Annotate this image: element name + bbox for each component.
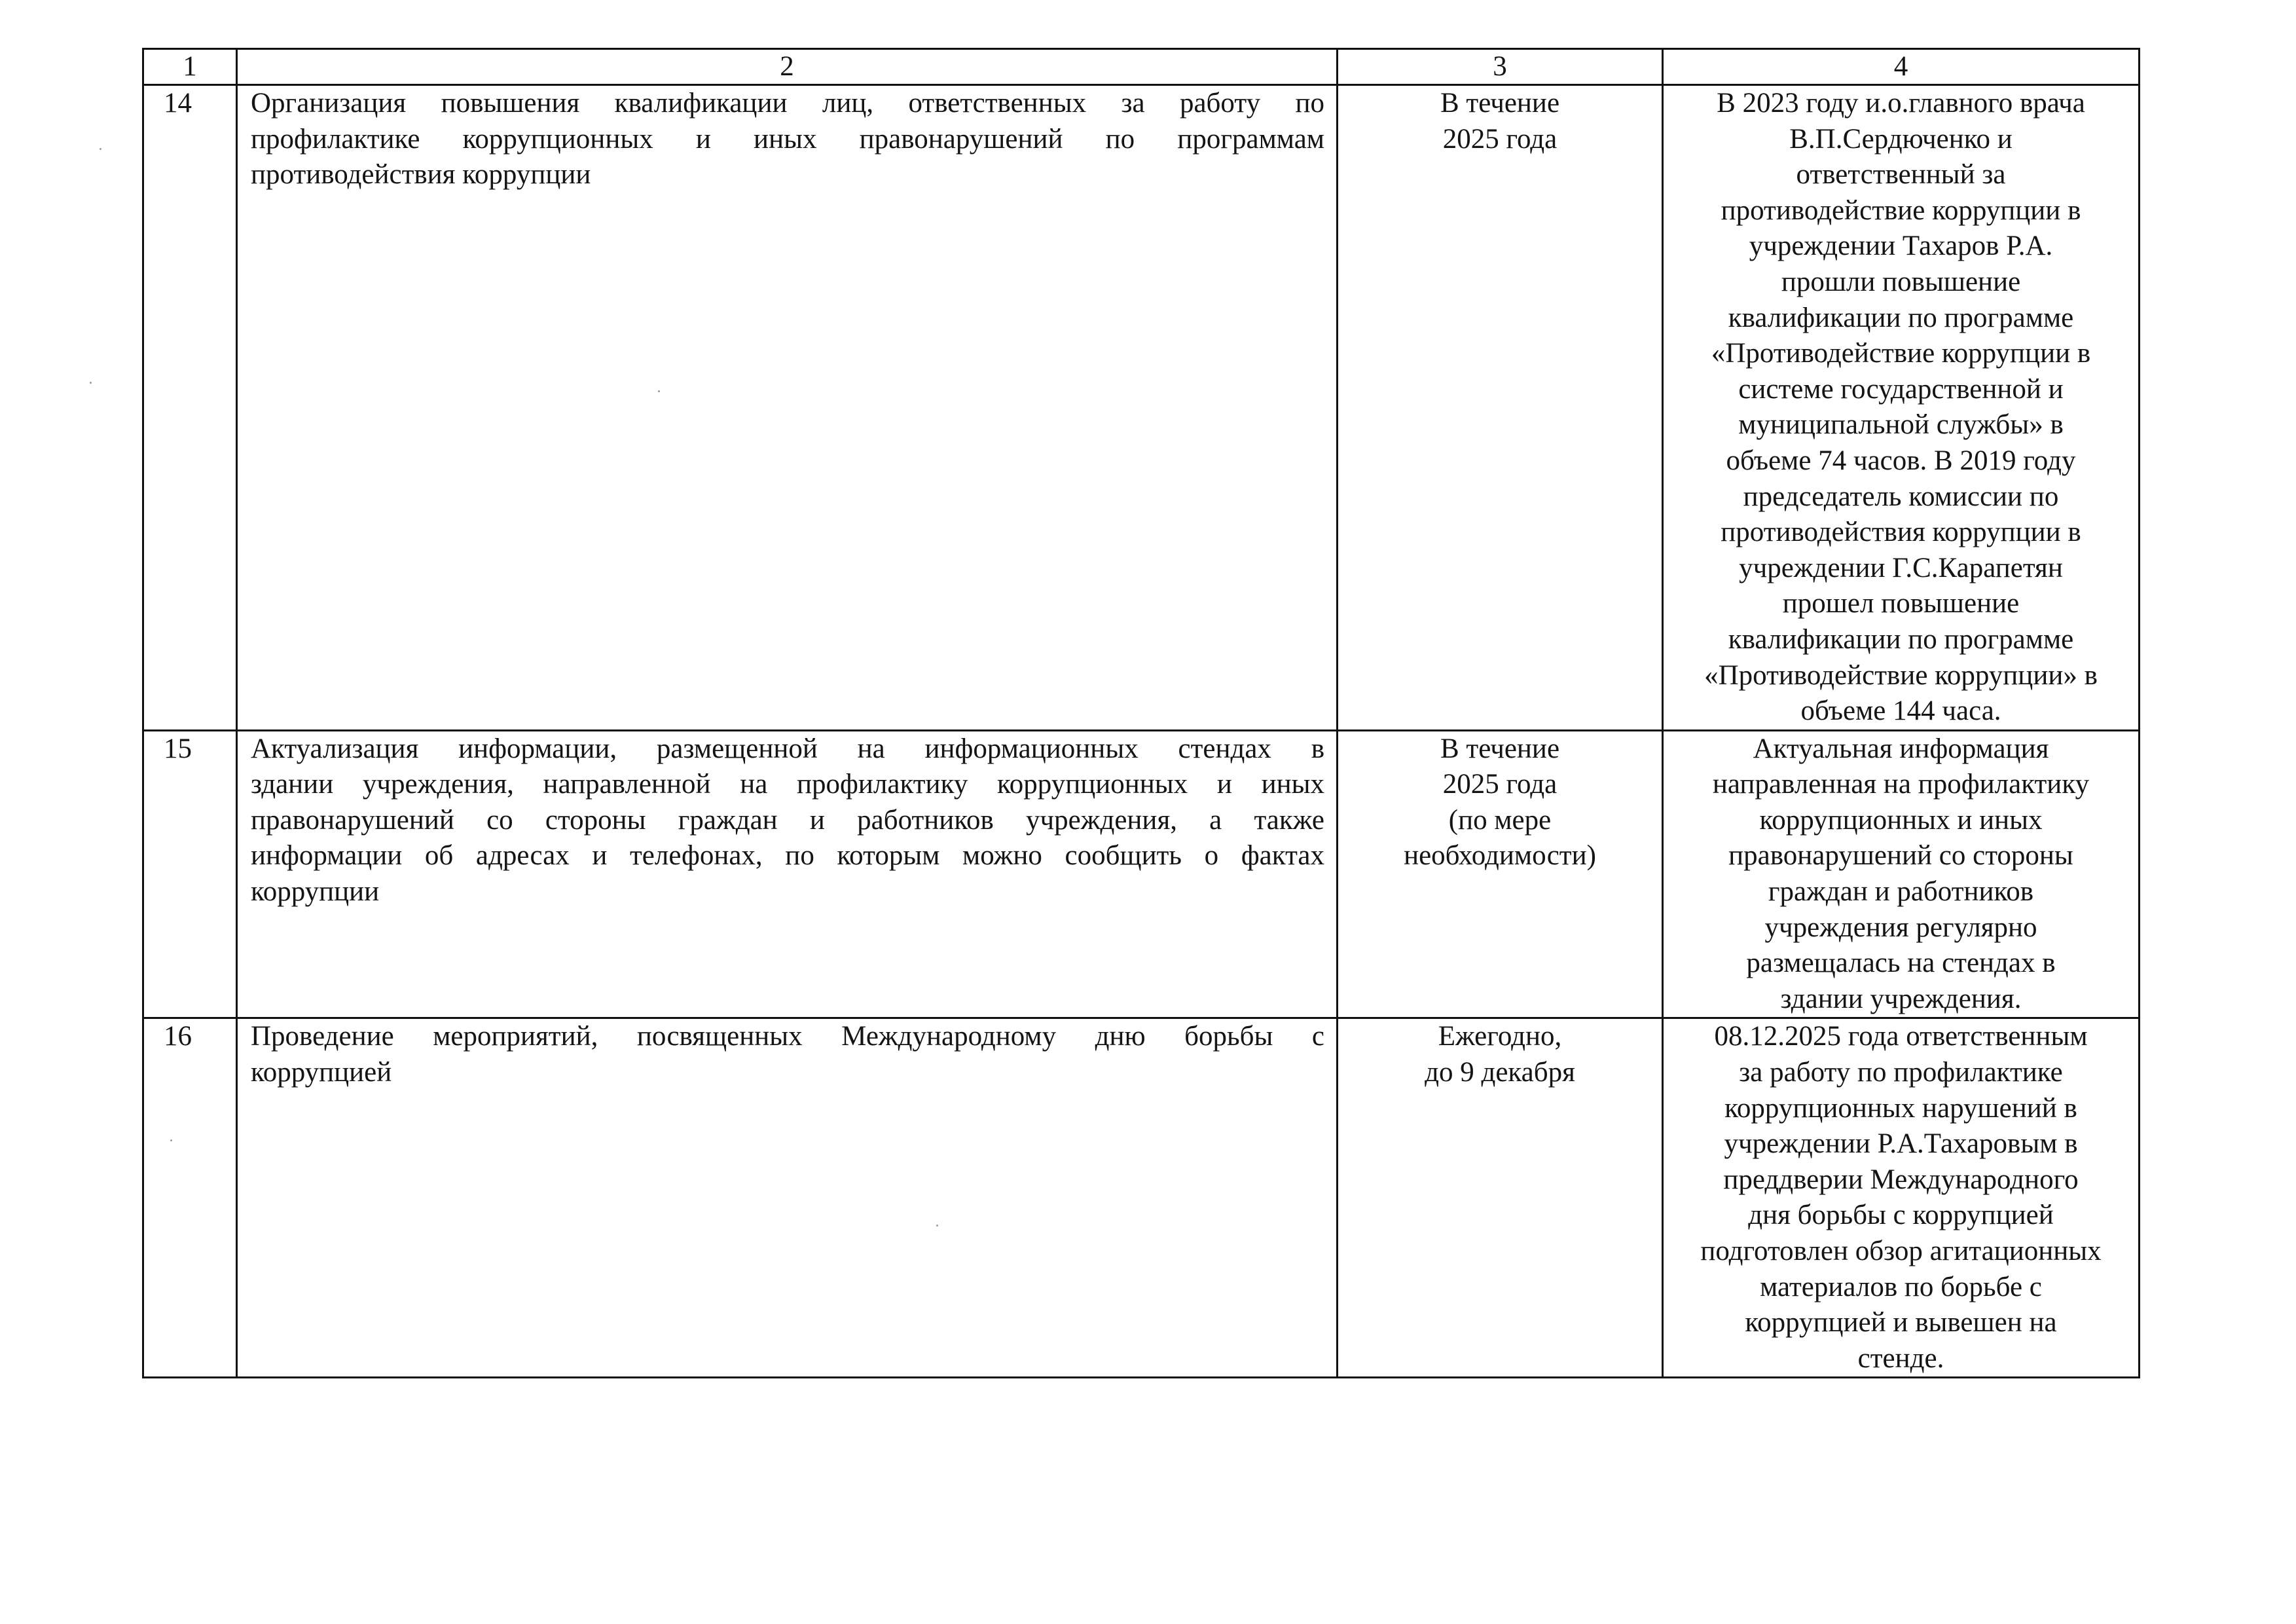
result-line: учреждения регулярно: [1764, 912, 2037, 943]
description-line: коррупции: [251, 876, 380, 908]
description-line: профилактике коррупционных и иных правонарушений по программам: [251, 123, 1324, 155]
result-line: дня борьбы с коррупцией: [1748, 1200, 2054, 1231]
result-line: правонарушений со стороны: [1728, 840, 2073, 872]
result-line: коррупционных нарушений в: [1724, 1092, 2077, 1124]
result-line: размещалась на стендах в: [1746, 948, 2056, 979]
description-line: Актуализация информации, размещенной на информационных стендах в: [251, 733, 1324, 764]
table-header-row: [143, 49, 2140, 85]
result-line: Актуальная информация: [1753, 733, 2049, 764]
result-line: граждан и работников: [1768, 876, 2034, 908]
result-line: В.П.Сердюченко и: [1789, 123, 2013, 155]
result-line: «Противодействие коррупции» в: [1704, 659, 2098, 691]
measure-term: [1338, 1018, 1663, 1378]
measures-table: [142, 48, 2140, 1378]
scan-speck: [100, 148, 101, 150]
result-line: противодействия коррупции в: [1721, 517, 2081, 548]
header-cell-3: 3: [1338, 49, 1663, 85]
term-line: (по мере: [1448, 804, 1552, 836]
term-line: 2025 года: [1442, 123, 1558, 155]
scan-speck: [658, 390, 660, 392]
scan-speck: [936, 1225, 938, 1227]
term-line: Ежегодно,: [1438, 1021, 1562, 1052]
term-line: необходимости): [1404, 840, 1596, 872]
result-line: подготовлен обзор агитационных: [1700, 1236, 2102, 1266]
result-line: прошел повышение: [1782, 588, 2020, 619]
result-line: председатель комиссии по: [1743, 481, 2059, 512]
measure-term: [1338, 85, 1663, 731]
result-line: стенде.: [1857, 1342, 1944, 1374]
measure-description: [237, 85, 1338, 731]
result-line: учреждении Г.С.Карапетян: [1739, 552, 2063, 583]
measure-result: [1663, 1018, 2140, 1378]
description-line: противодействия коррупции: [251, 159, 591, 191]
result-line: преддверии Международного: [1723, 1164, 2079, 1195]
result-line: за работу по профилактике: [1739, 1057, 2063, 1088]
table-row: [143, 85, 2140, 731]
measure-term: [1338, 730, 1663, 1018]
header-cell-2: 2: [237, 49, 1338, 85]
header-cell-4: 4: [1663, 49, 2140, 85]
measure-description: [237, 1018, 1338, 1378]
term-line: В течение: [1440, 88, 1560, 119]
result-line: квалификации по программе: [1728, 623, 2074, 655]
scan-speck: [170, 1139, 172, 1141]
table-row: [143, 1018, 2140, 1378]
row-number: 15: [143, 730, 237, 1018]
measure-result: [1663, 730, 2140, 1018]
result-line: направленная на профилактику: [1712, 769, 2090, 800]
description-line: Проведение мероприятий, посвященных Международному дню борьбы с: [251, 1021, 1324, 1052]
result-line: муниципальной службы» в: [1738, 409, 2064, 441]
result-line: 08.12.2025 года ответственным: [1714, 1021, 2088, 1052]
term-line: В течение: [1440, 733, 1560, 764]
term-line: 2025 года: [1442, 769, 1558, 800]
description-line: информации об адресах и телефонах, по которым можно сообщить о фактах: [251, 840, 1324, 872]
term-line: до 9 декабря: [1425, 1057, 1575, 1088]
scan-speck: [90, 382, 92, 384]
description-line: Организация повышения квалификации лиц, ответственных за работу по: [251, 88, 1324, 119]
result-line: коррупционных и иных: [1759, 804, 2043, 836]
description-line: коррупцией: [251, 1057, 392, 1088]
result-line: коррупцией и вывешен на: [1745, 1307, 2057, 1338]
result-line: прошли повышение: [1781, 266, 2021, 297]
result-line: здании учреждения.: [1780, 983, 2022, 1014]
result-line: учреждении Тахаров Р.А.: [1749, 231, 2053, 262]
table-row: [143, 730, 2140, 1018]
description-line: здании учреждения, направленной на профилактику коррупционных и иных: [251, 769, 1324, 800]
measure-description: [237, 730, 1338, 1018]
measure-result: [1663, 85, 2140, 731]
result-line: противодействие коррупции в: [1721, 194, 2081, 226]
result-line: квалификации по программе: [1728, 302, 2074, 333]
result-line: объеме 74 часов. В 2019 году: [1726, 445, 2076, 476]
row-number: 14: [143, 85, 237, 731]
header-cell-1: 1: [143, 49, 237, 85]
result-line: системе государственной и: [1738, 373, 2064, 405]
description-line: правонарушений со стороны граждан и работников учреждения, а также: [251, 804, 1324, 836]
result-line: «Противодействие коррупции в: [1711, 338, 2091, 369]
result-line: материалов по борьбе с: [1760, 1271, 2042, 1302]
result-line: В 2023 году и.о.главного врача: [1717, 88, 2085, 119]
result-line: учреждении Р.А.Тахаровым в: [1724, 1128, 2078, 1160]
result-line: объеме 144 часа.: [1800, 695, 2001, 727]
row-number: 16: [143, 1018, 237, 1378]
result-line: ответственный за: [1796, 159, 2006, 191]
